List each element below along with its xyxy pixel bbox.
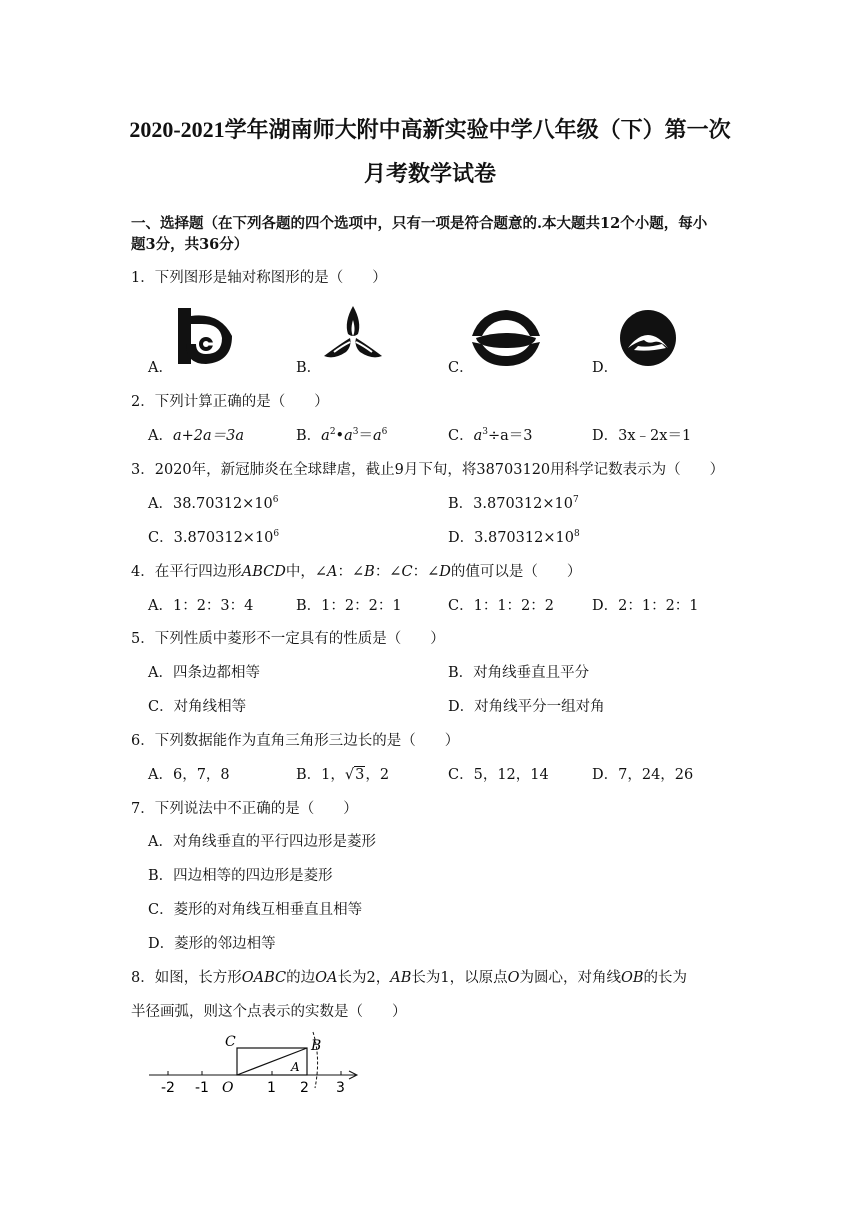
q8-text: 长为2， — [337, 970, 391, 986]
section-heading-line2: 题3分，共36分） — [131, 236, 249, 253]
q8-stem-line2: 半径画弧，则这个点表示的实数是（ ） — [131, 1004, 407, 1020]
q2-b-exp3: 6 — [381, 427, 388, 437]
q6-option-a: A．6，7，8 — [148, 767, 230, 783]
q5-option-c: C．对角线相等 — [148, 699, 247, 715]
q4-stem-var: ABCD — [241, 564, 286, 580]
q4-option-c: C．1：1：2：2 — [448, 598, 554, 614]
q3-option-c-label: C． — [148, 530, 174, 546]
q8-tick-label: -1 — [195, 1080, 209, 1096]
q4-angle-c: C — [401, 564, 413, 580]
q3-option-a-mantissa: 38.70312×10 — [172, 496, 273, 512]
q4-option-d: D．2：1：2：1 — [592, 598, 699, 614]
q1-logo-a-image — [172, 304, 238, 368]
q8-text: 8．如图，长方形 — [131, 970, 242, 986]
q2-option-b-label: B． — [296, 428, 322, 444]
q4-option-b: B．1：2：2：1 — [296, 598, 402, 614]
q8-var-oa: OA — [315, 970, 338, 986]
q7-option-a: A．对角线垂直的平行四边形是菱形 — [148, 834, 376, 850]
q3-stem: 3．2020年，新冠肺炎在全球肆虐，截止9月下旬，将38703120用科学记数表示为（ ） — [131, 462, 725, 478]
q2-c-rest: ÷a＝3 — [488, 428, 533, 444]
q8-var-ab: AB — [390, 970, 412, 986]
q8-var-ob: OB — [620, 970, 644, 986]
q3-option-d-label: D． — [448, 530, 475, 546]
q4-sep: ：∠ — [374, 564, 402, 580]
q6-option-b-pre: B．1， — [296, 767, 345, 783]
q8-stem-line1 — [131, 968, 687, 988]
q2-b-dot: • — [335, 428, 345, 444]
q3-option-c-mantissa: 3.870312×10 — [173, 530, 274, 546]
q2-b-exp2: 3 — [352, 427, 359, 437]
q8-text: 长为1，以原点 — [411, 970, 508, 986]
q8-text: 的长为 — [643, 970, 688, 986]
sqrt-icon: √3 — [344, 767, 365, 783]
q8-vertex-label-c: C — [225, 1034, 236, 1050]
q1-logo-c-image — [470, 308, 542, 368]
q8-text: 为圆心，对角线 — [519, 970, 621, 986]
q2-b-base1: a — [321, 428, 330, 444]
q2-stem: 2．下列计算正确的是（ ） — [131, 394, 329, 410]
q4-stem-mid: 中，∠ — [285, 564, 328, 580]
q8-vertex-label-b: B — [311, 1038, 322, 1054]
exam-title-line1: 2020-2021学年湖南师大附中高新实验中学八年级（下）第一次 — [129, 117, 731, 142]
q8-vertex-label-a: A — [291, 1060, 300, 1074]
q5-option-a: A．四条边都相等 — [148, 665, 260, 681]
q4-angle-d: D — [439, 564, 451, 580]
q2-option-a-label: A． — [148, 428, 173, 444]
q3-option-c — [148, 528, 279, 548]
q5-option-b: B．对角线垂直且平分 — [448, 665, 590, 681]
q2-b-eq: ＝ — [358, 428, 373, 444]
q3-option-a-label: A． — [148, 496, 173, 512]
q2-c-exp: 3 — [482, 427, 488, 437]
q3-option-b — [448, 494, 579, 514]
q8-tick-label: 3 — [336, 1080, 345, 1096]
q4-stem-pre: 4．在平行四边形 — [131, 564, 242, 580]
q8-var-o: O — [507, 970, 520, 986]
q1-stem: 1．下列图形是轴对称图形的是（ ） — [131, 270, 387, 286]
q6-option-b — [296, 765, 389, 785]
q6-option-b-radicand: 3 — [355, 767, 365, 783]
q2-option-a-text: a+2a＝3a — [172, 428, 245, 444]
q1-option-c-label: C． — [448, 360, 474, 376]
q2-option-c — [448, 426, 533, 446]
exam-title-line2: 月考数学试卷 — [363, 161, 496, 186]
q3-option-a-exp: 6 — [272, 495, 279, 505]
q2-option-d — [592, 426, 691, 446]
q4-sep: ：∠ — [412, 564, 440, 580]
q8-tick-label: -2 — [161, 1080, 175, 1096]
q6-option-d: D．7，24，26 — [592, 767, 694, 783]
q6-stem: 6．下列数据能作为直角三角形三边长的是（ ） — [131, 733, 460, 749]
q3-option-b-mantissa: 3.870312×10 — [473, 496, 573, 512]
q1-logo-b-image — [320, 300, 386, 366]
q1-option-d-label: D． — [592, 360, 619, 376]
q2-option-a — [148, 426, 244, 446]
q3-option-a — [148, 494, 279, 514]
q7-stem: 7．下列说法中不正确的是（ ） — [131, 801, 358, 817]
q4-angle-b: B — [364, 564, 375, 580]
q8-text: 的边 — [286, 970, 316, 986]
q1-logo-d-image — [618, 308, 678, 368]
q3-option-d — [448, 528, 580, 548]
q4-option-a: A．1：2：3：4 — [148, 598, 254, 614]
q7-option-d: D．菱形的邻边相等 — [148, 936, 276, 952]
q1-option-a-label: A． — [148, 360, 173, 376]
q3-option-b-exp: 7 — [572, 495, 579, 505]
q2-b-base2: a — [344, 428, 353, 444]
q2-b-base3: a — [373, 428, 382, 444]
q4-stem — [131, 562, 581, 582]
q8-tick-label: 1 — [267, 1080, 276, 1096]
q4-stem-post: 的值可以是（ ） — [450, 564, 582, 580]
q8-number-line-figure — [145, 1030, 365, 1100]
q3-option-b-label: B． — [448, 496, 474, 512]
q4-sep: ：∠ — [337, 564, 365, 580]
q8-tick-label-origin: O — [222, 1080, 234, 1096]
q2-b-exp1: 2 — [329, 427, 336, 437]
q1-option-b-label: B． — [296, 360, 322, 376]
q7-option-c: C．菱形的对角线互相垂直且相等 — [148, 902, 363, 918]
q2-option-d-label: D． — [592, 428, 619, 444]
q7-option-b: B．四边相等的四边形是菱形 — [148, 868, 333, 884]
section-heading-line1: 一、选择题（在下列各题的四个选项中，只有一项是符合题意的.本大题共12个小题，每小 — [131, 215, 708, 232]
q2-option-b — [296, 426, 387, 446]
q2-option-c-label: C． — [448, 428, 474, 444]
q8-tick-label: 2 — [300, 1080, 309, 1096]
q4-angle-a: A — [327, 564, 338, 580]
q6-option-c: C．5，12，14 — [448, 767, 549, 783]
q3-option-d-exp: 8 — [573, 529, 580, 539]
q2-c-base: a — [473, 428, 483, 444]
q3-option-d-mantissa: 3.870312×10 — [474, 530, 574, 546]
q2-option-d-text: 3x﹣2x＝1 — [618, 428, 692, 444]
q5-option-d: D．对角线平分一组对角 — [448, 699, 605, 715]
q3-option-c-exp: 6 — [273, 529, 280, 539]
q5-stem: 5．下列性质中菱形不一定具有的性质是（ ） — [131, 631, 445, 647]
q8-var-oabc: OABC — [241, 970, 287, 986]
q6-option-b-post: ，2 — [365, 767, 390, 783]
